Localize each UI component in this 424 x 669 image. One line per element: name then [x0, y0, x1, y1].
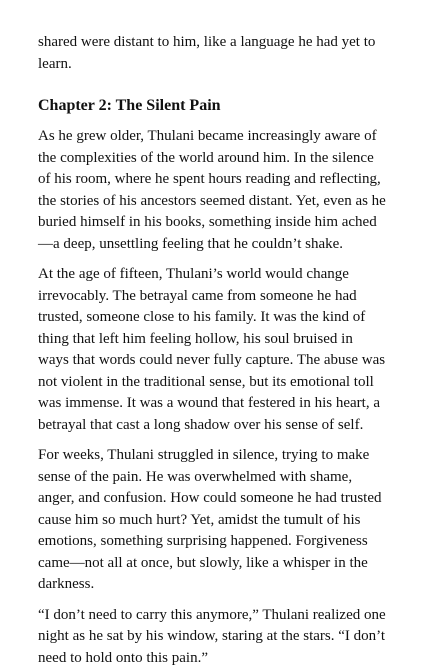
continuation-paragraph: shared were distant to him, like a language he had yet to learn.	[38, 32, 386, 75]
paragraph-2: At the age of fifteen, Thulani’s world would change irrevocably. The betrayal came from someone he had trusted, someone close to his family. It was the kind of thing that left him feeling hollow, his soul bruised in ways that words could never fully capture. The abuse was not violent in the traditional sense, but its emotional toll was immense. It was a wound that festered in his heart, a betrayal that cast a long shadow over his sense of self.	[38, 264, 386, 436]
paragraph-1: As he grew older, Thulani became increasingly aware of the complexities of the world around him. In the silence of his room, where he spent hours reading and reflecting, the stories of his ancestors seemed distant. Yet, even as he buried himself in his books, something inside him ached—a deep, unsettling feeling that he couldn’t shake.	[38, 126, 386, 255]
paragraph-4: “I don’t need to carry this anymore,” Thulani realized one night as he sat by his window, staring at the stars. “I don’t need to hold onto this pain.”	[38, 605, 386, 669]
paragraph-3: For weeks, Thulani struggled in silence, trying to make sense of the pain. He was overwhelmed with shame, anger, and confusion. How could someone he had trusted cause him so much hurt? Yet, amidst the tumult of his emotions, something surprising happened. Forgiveness came—not all at once, but slowly, like a whisper in the darkness.	[38, 445, 386, 596]
chapter-title: Chapter 2: The Silent Pain	[38, 95, 386, 117]
